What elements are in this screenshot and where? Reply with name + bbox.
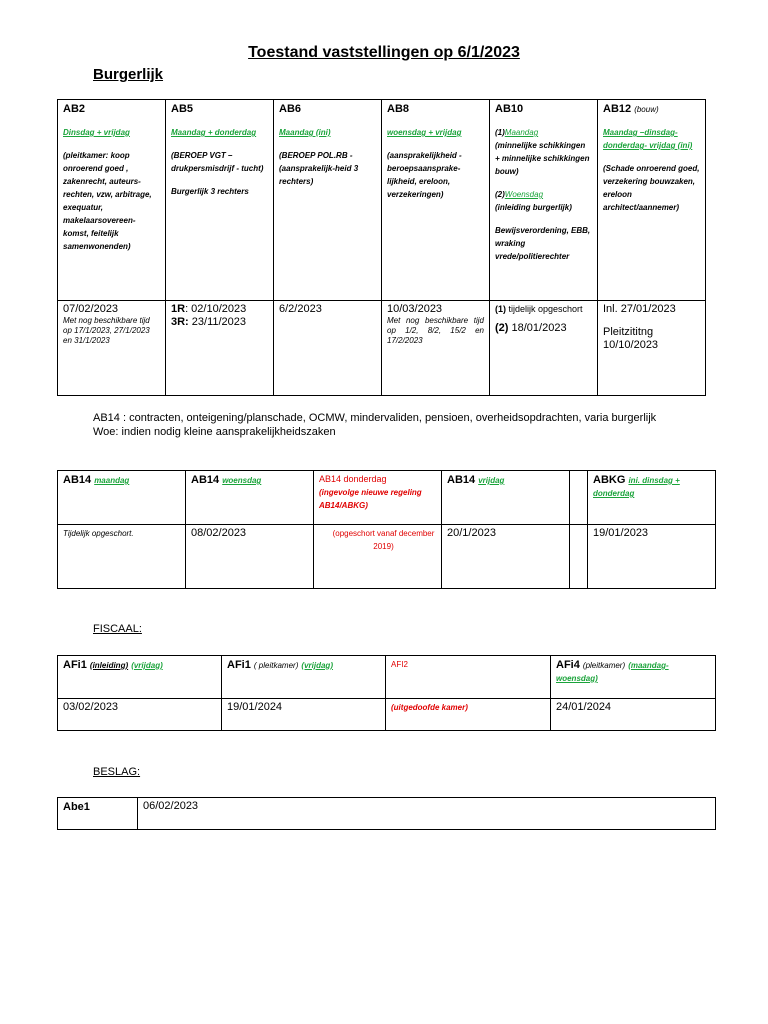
ab14-description-line1: AB14 : contracten, onteigening/planschade, OCMW, mindervaliden, pensioen, overheidsopdrachten, varia burgerlijk [93, 412, 657, 424]
session-date: 19/01/2023 [593, 527, 649, 539]
chamber-type: (pleitkamer) [582, 661, 626, 670]
chamber-type: (inleiding) [89, 661, 129, 670]
session-date: 18/01/2023 [508, 322, 567, 334]
chamber-code: AB14 [447, 474, 476, 486]
chamber-description: (BEROEP VGT – drukpersmisdrijf - tucht) [171, 151, 264, 173]
beslag-table [57, 797, 716, 830]
ab8-date-cell [382, 301, 490, 396]
item-number: (1) [495, 128, 505, 137]
session-date: 6/2/2023 [279, 303, 322, 315]
afi1-inleiding-cell [58, 656, 222, 699]
chamber-note: (bouw) [634, 105, 659, 114]
ab5-header-cell [166, 100, 274, 301]
chamber-days: Maandag [504, 128, 539, 137]
ab14-donderdag-cell [314, 471, 442, 525]
session-date: 20/1/2023 [447, 527, 496, 539]
fiscaal-table [57, 655, 716, 731]
chamber-days: Maandag (ini) [279, 128, 331, 137]
chamber-days: (vrijdag) [131, 661, 163, 670]
afi1-pleitkamer-cell [222, 656, 386, 699]
chamber-description-extra: Burgerlijk 3 rechters [171, 187, 249, 196]
chamber-days: (vrijdag) [301, 661, 333, 670]
ab10-header-cell [490, 100, 598, 301]
chamber-days: vrijdag [478, 476, 505, 485]
abkg-cell [588, 471, 716, 525]
session-date: 07/02/2023 [63, 303, 119, 315]
section-beslag-title: BESLAG: [93, 766, 141, 778]
chamber-description: (minnelijke schikkingen + minnelijke schikkingen bouw) [495, 141, 590, 176]
afi4-cell [551, 656, 716, 699]
chamber-code: AB2 [63, 103, 86, 115]
ab14-vrijdag-cell [442, 471, 570, 525]
ab12-header-cell [598, 100, 706, 301]
ab14-table [57, 470, 716, 589]
ab14-woensdag-cell [186, 471, 314, 525]
chamber-code: AFi4 [556, 659, 580, 671]
chamber-code: AB6 [279, 103, 302, 115]
chamber-code: AB12 [603, 103, 632, 115]
chamber-days: Maandag –dinsdag-donderdag- vrijdag (ini) [603, 128, 693, 150]
ab2-header-cell [58, 100, 166, 301]
chamber-days: (maandag-woensdag) [556, 661, 669, 683]
session-date: 10/03/2023 [387, 303, 443, 315]
section-burgerlijk-title: Burgerlijk [93, 66, 164, 83]
item-number: (2) [495, 190, 505, 199]
chamber-code: Abe1 [63, 801, 90, 813]
item-number: (1) [495, 304, 506, 314]
ab2-date-cell [58, 301, 166, 396]
chamber-description: (pleitkamer: koop onroerend goed , zakenrecht, auteurs-rechten, vzw, arbitrage, exequatur, makelaarsovereen-komst, feitelijk samenwonenden) [63, 151, 152, 251]
chamber-days-2: Woensdag [504, 190, 544, 199]
chamber-days: Maandag + donderdag [171, 128, 257, 137]
chamber-code: ABKG [593, 474, 626, 486]
ab14-description [93, 411, 683, 439]
ab5-date-cell [166, 301, 274, 396]
chamber-days: maandag [94, 476, 130, 485]
afi2-cell [386, 656, 551, 699]
session-date-2: Pleitzititng 10/10/2023 [603, 326, 659, 351]
chamber-description-2: (inleiding burgerlijk) [495, 203, 572, 212]
chamber-days: woensdag [222, 476, 262, 485]
ab14-maandag-cell [58, 471, 186, 525]
chamber-code: AB14 [191, 474, 220, 486]
session-date: 23/11/2023 [188, 316, 247, 328]
status-text: tijdelijk opgeschort [506, 304, 583, 314]
chamber-description: (Schade onroerend goed, verzekering bouwzaken, ereloon architect/aannemer) [603, 164, 700, 212]
session-date: 06/02/2023 [143, 800, 199, 812]
ab10-date-cell [490, 301, 598, 396]
chamber-days: ini. dinsdag + donderdag [593, 476, 680, 498]
session-date: Inl. 27/01/2023 [603, 303, 676, 315]
burgerlijk-table [57, 99, 706, 396]
chamber-code: AFi1 [227, 659, 251, 671]
ab6-date-cell [274, 301, 382, 396]
spacer-cell [570, 471, 588, 525]
status-text: (uitgedoofde kamer) [391, 703, 468, 712]
chamber-note: (ingevolge nieuwe regeling AB14/ABKG) [319, 488, 422, 510]
session-date: : 02/10/2023 [185, 303, 247, 315]
chamber-description: (BEROEP POL.RB - (aansprakelijk-heid 3 rechters) [279, 151, 359, 186]
ab12-date-cell [598, 301, 706, 396]
session-date: 03/02/2023 [63, 701, 119, 713]
page-title: Toestand vaststellingen op 6/1/2023 [248, 44, 520, 61]
session-date: 08/02/2023 [191, 527, 247, 539]
status-text: (opgeschort vanaf december 2019) [332, 529, 435, 551]
row-label: 3R: [171, 316, 189, 328]
chamber-type: ( pleitkamer) [253, 661, 299, 670]
row-label: 1R [171, 303, 186, 315]
session-date-note: Met nog beschikbare tijd op 17/1/2023, 27/1/2023 en 31/1/2023 [63, 316, 150, 345]
ab6-header-cell [274, 100, 382, 301]
chamber-days: woensdag + vrijdag [387, 128, 462, 137]
chamber-code: AFI2 [391, 660, 408, 669]
session-date-note: Met nog beschikbare tijd op 1/2, 8/2, 15/2 en 17/2/2023 [387, 316, 484, 345]
chamber-description-3: Bewijsverordening, EBB, wraking vrede/politierechter [495, 226, 591, 261]
status-text: Tijdelijk opgeschort. [63, 529, 134, 538]
section-fiscaal-title: FISCAAL: [93, 623, 142, 635]
session-date: 24/01/2024 [556, 701, 612, 713]
ab8-header-cell [382, 100, 490, 301]
chamber-description: (aansprakelijkheid - beroepsaansprake-lijkheid, ereloon, verzekeringen) [387, 151, 462, 199]
chamber-code: AB5 [171, 103, 194, 115]
chamber-code: AB8 [387, 103, 410, 115]
ab14-description-line2: Woe: indien nodig kleine aansprakelijkheidszaken [93, 426, 336, 438]
item-number: (2) [495, 322, 509, 334]
chamber-days: Dinsdag + vrijdag [63, 128, 130, 137]
chamber-code: AB14 [63, 474, 92, 486]
chamber-code: AFi1 [63, 659, 87, 671]
chamber-code: AB10 [495, 103, 524, 115]
chamber-code: AB14 donderdag [319, 474, 387, 484]
session-date: 19/01/2024 [227, 701, 283, 713]
